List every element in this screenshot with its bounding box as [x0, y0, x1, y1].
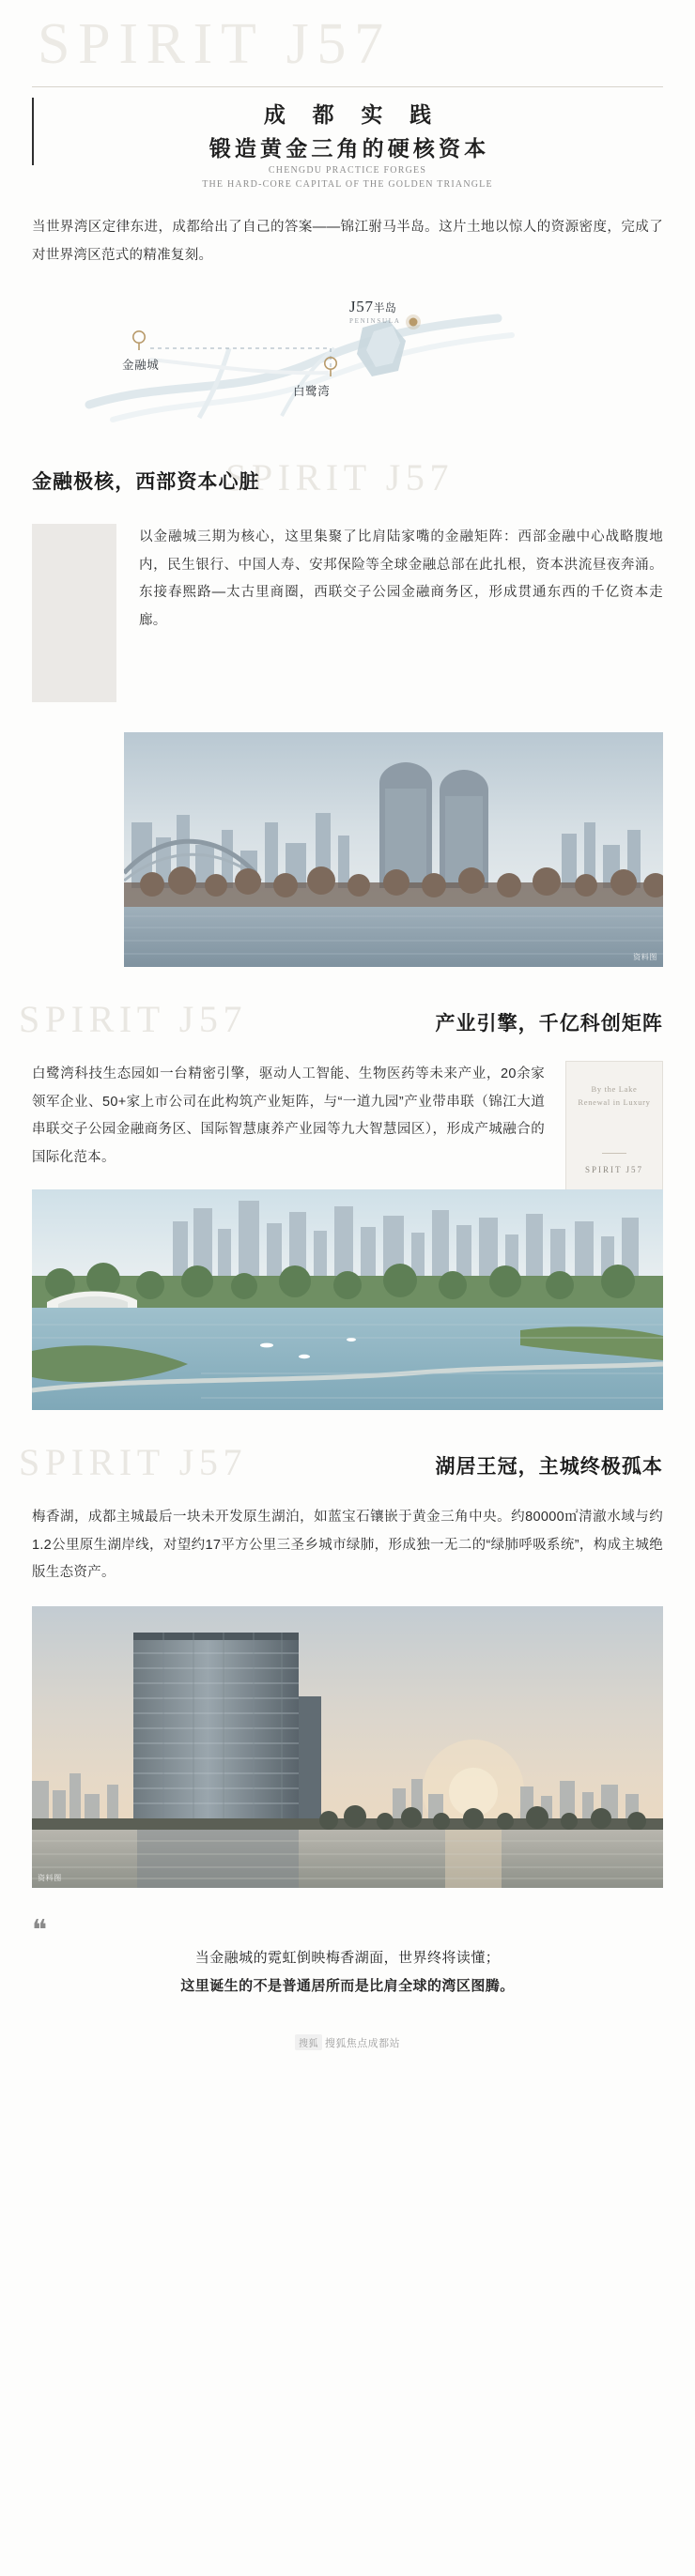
section-1-photo-caption: 资料图	[633, 952, 657, 961]
closing-quote	[32, 1914, 663, 2001]
section-2-body-block	[0, 1061, 695, 1173]
location-map	[0, 294, 695, 425]
decorative-grey-panel	[32, 524, 116, 702]
map-label-financial-city: 金融城	[122, 359, 160, 373]
section-3-title: 湖居王冠，主城终极孤本	[435, 1454, 663, 1478]
seal-en-top: By the Lake Renewal in Luxury	[578, 1083, 651, 1108]
seal-en-bottom: SPIRIT J57	[585, 1164, 643, 1174]
section-2-body: 白鹭湾科技生态园如一台精密引擎，驱动人工智能、生物医药等未来产业，20余家领军企业、50+家上市公司在此构筑产业矩阵，与“一道九园”产业带串联（锦江大道串联交子公园金融商务区、国际智慧康养产业园等九大智慧园区），形成产城融合的国际化范本。	[32, 1066, 545, 1166]
section-3-watermark: SPIRIT J57	[19, 1440, 248, 1483]
section-1-photo	[124, 732, 663, 967]
cityscape-skyline-image	[124, 732, 663, 967]
section-3-photo-caption: 资料图	[38, 1873, 62, 1882]
map-title-suffix: 半岛	[373, 301, 397, 315]
section-2-photo	[32, 1189, 663, 1410]
section-3-photo	[32, 1606, 663, 1888]
hero-subtitle-en-1: CHENGDU PRACTICE FORGES	[268, 165, 427, 176]
section-1-body: 以金融城三期为核心，这里集聚了比肩陆家嘴的金融矩阵：西部金融中心战略腹地内，民生银行、中国人寿、安邦保险等全球金融总部在此扎根，资本洪流昼夜奔涌。东接春熙路—太古里商圈，西联交子公园金融商务区，形成贯通东西的千亿资本走廊。	[139, 529, 663, 629]
section-2-header	[0, 999, 695, 1051]
hero-header	[0, 0, 695, 197]
section-1-header	[0, 457, 695, 510]
map-title-code: J57	[349, 298, 374, 316]
hero-watermark: SPIRIT J57	[38, 12, 392, 76]
map-title-en: PENINSULA	[349, 317, 401, 326]
sohu-badge: 搜狐	[295, 2034, 322, 2050]
quote-line-2: 这里诞生的不是普通居所而是比肩全球的湾区图腾。	[180, 1978, 515, 1994]
section-3-header	[0, 1442, 695, 1495]
section-3-body: 梅香湖，成都主城最后一块未开发原生湖泊，如蓝宝石镶嵌于黄金三角中央。约80000㎡清澈水域与约1.2公里原生湖岸线，对望约17平方公里三圣乡城市绿肺，形成独一无二的“绿肺呼吸系统”，构成主城绝版生态资产。	[32, 1509, 663, 1581]
footer-text: 搜狐焦点成都站	[324, 2037, 400, 2049]
hero-title-primary: 成 都 实 践	[263, 103, 442, 127]
eco-park-aerial-image	[32, 1189, 663, 1410]
map-label-bailuwan: 白鹭湾	[293, 385, 331, 399]
map-title	[349, 298, 401, 325]
section-1-body-block	[0, 524, 695, 712]
lead-paragraph: 当世界湾区定律东进，成都给出了自己的答案——锦江驸马半岛。这片土地以惊人的资源密度，完成了对世界湾区范式的精准复刻。	[32, 220, 663, 263]
hero-title-secondary: 锻造黄金三角的硬核资本	[208, 137, 490, 161]
footer-attribution	[0, 2025, 695, 2063]
quote-mark-icon: ❝	[32, 1914, 48, 1946]
quote-line-1: 当金融城的霓虹倒映梅香湖面，世界终将读懂；	[194, 1950, 501, 1966]
section-2-title: 产业引擎，千亿科创矩阵	[435, 1011, 663, 1035]
section-1-title: 金融极核，西部资本心脏	[32, 470, 260, 494]
map-illustration	[0, 294, 695, 425]
section-1-watermark: SPIRIT J57	[225, 456, 455, 499]
section-2-watermark: SPIRIT J57	[19, 997, 248, 1040]
seal-divider	[602, 1153, 626, 1154]
lakeside-tower-image	[32, 1606, 663, 1888]
hero-subtitle-en-2: THE HARD-CORE CAPITAL OF THE GOLDEN TRIANGLE	[202, 179, 493, 190]
hero-divider	[32, 86, 663, 87]
